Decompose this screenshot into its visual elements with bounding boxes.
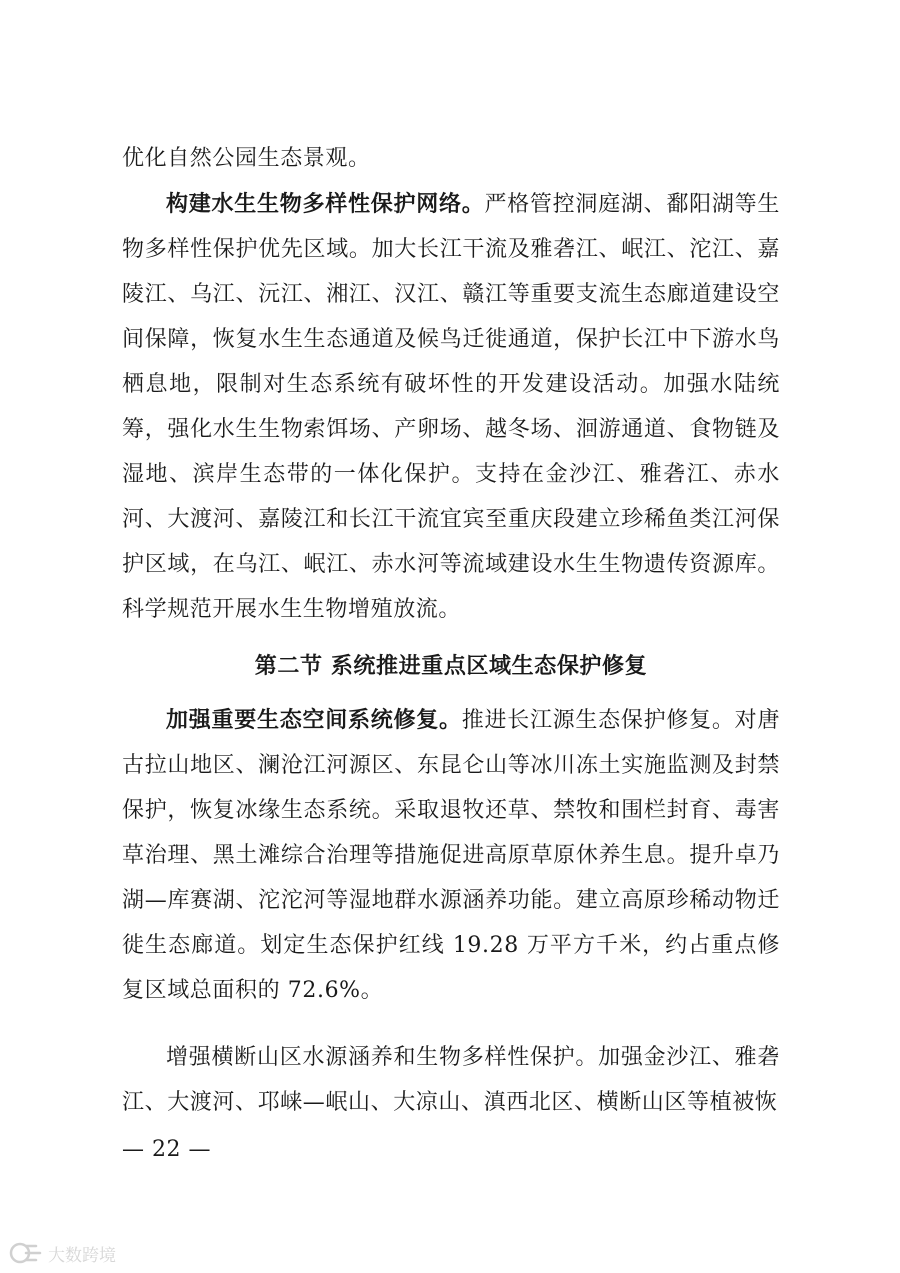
hengduan-text: 增强横断山区水源涵养和生物多样性保护。加强金沙江、雅砻江、大渡河、邛崃—岷山、大凉山、滇西北区、横断山区等植被恢	[122, 1045, 780, 1115]
section-heading: 第二节 系统推进重点区域生态保护修复	[254, 654, 648, 679]
biodiversity-lead: 构建水生生物多样性保护网络。	[166, 191, 485, 217]
intro-text: 优化自然公园生态景观。	[122, 146, 371, 171]
biodiversity-paragraph	[122, 182, 780, 632]
page-number: — 22 —	[122, 1137, 211, 1162]
restoration-paragraph-text	[122, 698, 780, 1013]
biodiversity-text: 严格管控洞庭湖、鄱阳湖等生物多样性保护优先区域。加大长江干流及雅砻江、岷江、沱江、嘉陵江、乌江、沅江、湘江、汉江、赣江等重要支流生态廊道建设空间保障，恢复水生生态通道及候鸟迁徙通道，保护长江中下游水鸟栖息地，限制对生态系统有破坏性的开发建设活动。加强水陆统筹，强化水生生物索饵场、产卵场、越冬场、洄游通道、食物链及湿地、滨岸生态带的一体化保护。支持在金沙江、雅砻江、赤水河、大渡河、嘉陵江和长江干流宜宾至重庆段建立珍稀鱼类江河保护区域，在乌江、岷江、赤水河等流域建设水生生物遗传资源库。科学规范开展水生生物增殖放流。	[122, 192, 780, 622]
biodiversity-paragraph-text	[122, 182, 780, 632]
watermark-text: 大数跨境	[48, 1245, 116, 1266]
logo-icon	[8, 1240, 42, 1266]
restoration-lead: 加强重要生态空间系统修复。	[166, 707, 462, 733]
restoration-paragraph	[122, 698, 780, 1013]
hengduan-paragraph	[122, 1035, 780, 1125]
intro-paragraph	[122, 136, 780, 181]
restoration-text: 推进长江源生态保护修复。对唐古拉山地区、澜沧江河源区、东昆仑山等冰川冻土实施监测及封禁保护，恢复冰缘生态系统。采取退牧还草、禁牧和围栏封育、毒害草治理、黑土滩综合治理等措施促进高原草原休养生息。提升卓乃湖—库赛湖、沱沱河等湿地群水源涵养功能。建立高原珍稀动物迁徙生态廊道。划定生态保护红线 19.28 万平方千米，约占重点修复区域总面积的 72.6%。	[122, 708, 780, 1003]
watermark	[8, 1238, 116, 1268]
